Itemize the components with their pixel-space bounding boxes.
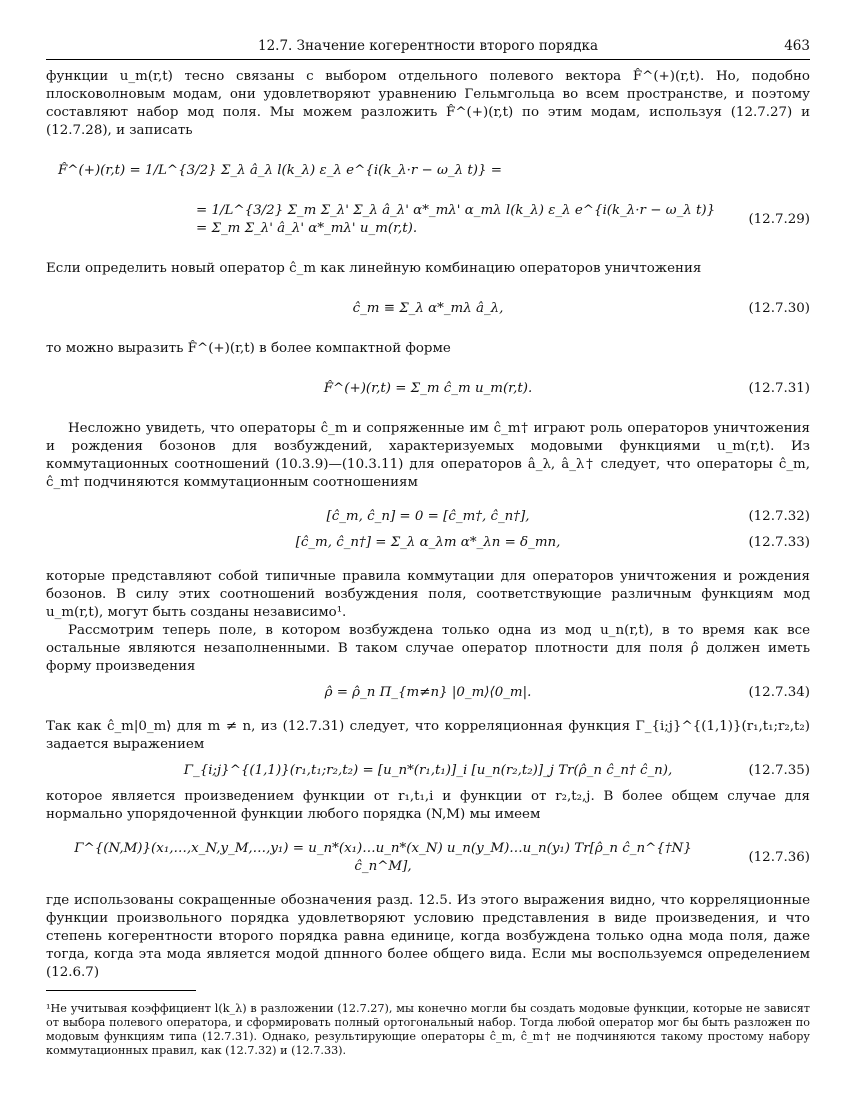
equation-12-7-30	[46, 300, 810, 318]
equation-number: (12.7.36)	[748, 850, 810, 865]
paragraph-6: Рассмотрим теперь поле, в котором возбуждена только одна из мод u_n(r,t), в то время как все остальные являются незаполненными. В таком случае оператор плотности для поля ρ̂ должен иметь форму произведения	[46, 623, 810, 674]
equation-body: [ĉ_m, ĉ_n] = 0 = [ĉ_m†, ĉ_n†],	[326, 509, 530, 524]
equation-body: F̂^(+)(r,t) = 1/L^{3/2} Σ_λ â_λ l(k_λ) ε_λ e^{i(k_λ·r − ω_λ t)} =	[58, 163, 502, 178]
equation-body: ρ̂ = ρ̂_n Π_{m≠n} |0_m⟩⟨0_m|.	[324, 685, 532, 700]
equation-12-7-36	[46, 840, 810, 876]
equation-number: (12.7.30)	[748, 301, 810, 316]
paragraph-9: где использованы сокращенные обозначения разд. 12.5. Из этого выражения видно, что корреляционные функции произвольного порядка удовлетворяют условию представления в виде произведения, и что степень когерентности второго порядка равна единице, когда возбуждена только одна мода поля, даже тогда, когда эта мода является модой дпнного более общего вида. Если мы воспользуемся определением (12.6.7)	[46, 893, 810, 980]
running-header	[46, 38, 810, 60]
equation-number: (12.7.31)	[748, 381, 810, 396]
equation-12-7-34	[46, 684, 810, 702]
equation-12-7-31	[46, 380, 810, 398]
paragraph-1: функции u_m(r,t) тесно связаны с выбором отдельного полевого вектора F̂^(+)(r,t). Но, подобно плосковолновым модам, они удовлетворяют уравнению Гельмгольца во всем пространстве, и поэтому составляют набор мод поля. Мы можем разложить F̂^(+)(r,t) по этим модам, используя (12.7.27) и (12.7.28), и записать	[46, 69, 810, 138]
equation-body: F̂^(+)(r,t) = Σ_m ĉ_m u_m(r,t).	[323, 381, 533, 396]
equation-12-7-32	[46, 508, 810, 526]
paragraph-7: Так как ĉ_m|0_m⟩ для m ≠ n, из (12.7.31) следует, что корреляционная функция Γ_{i;j}^{(1,1)}(r₁,t₁;r₂,t₂) задается выражением	[46, 719, 810, 752]
equation-12-7-29-line1	[46, 162, 810, 180]
equation-body: ĉ_m ≡ Σ_λ α*_mλ â_λ,	[352, 301, 504, 316]
equation-body: [ĉ_m, ĉ_n†] = Σ_λ α_λm α*_λn = δ_mn,	[295, 535, 561, 550]
equation-12-7-33	[46, 534, 810, 552]
paragraph-3: то можно выразить F̂^(+)(r,t) в более компактной форме	[46, 341, 451, 356]
equation-12-7-29-line2	[46, 202, 810, 238]
header-title: 12.7. Значение когерентности второго порядка	[258, 38, 598, 54]
equation-number: (12.7.32)	[748, 509, 810, 524]
equation-number: (12.7.35)	[748, 763, 810, 778]
page-number: 463	[784, 38, 810, 54]
equation-body: Γ^{(N,M)}(x₁,…,x_N,y_M,…,y₁) = u_n*(x₁)…u_n*(x_N) u_n(y_M)…u_n(y₁) Tr[ρ̂_n ĉ_n^{†N} ĉ_n^M],	[74, 841, 692, 874]
equation-12-7-35	[46, 762, 810, 780]
paragraph-8: которое является произведением функции от r₁,t₁,i и функции от r₂,t₂,j. В более общем случае для нормально упорядоченной функции любого порядка (N,M) мы имеем	[46, 789, 810, 822]
equation-number: (12.7.34)	[748, 685, 810, 700]
equation-number: (12.7.29)	[748, 212, 810, 227]
paragraph-2: Если определить новый оператор ĉ_m как линейную комбинацию операторов уничтожения	[46, 261, 702, 276]
footnote-divider	[46, 990, 196, 991]
paragraph-4: Несложно увидеть, что операторы ĉ_m и сопряженные им ĉ_m† играют роль операторов уничтожения и рождения бозонов для возбуждений, характеризуемых модовыми функциями u_m(r,t). Из коммутационных соотношений (10.3.9)—(10.3.11) для операторов â_λ, â_λ† следует, что операторы ĉ_m, ĉ_m† подчиняются коммутационным соотношениям	[46, 421, 810, 490]
page	[46, 38, 810, 1069]
footnote: ¹Не учитывая коэффициент l(k_λ) в разложении (12.7.27), мы конечно могли бы создать модовые функции, которые не зависят от выбора полевого оператора, и сформировать полный ортогональный набор. Тогда любой оператор мог бы быть разложен по модовым функциям типа (12.7.31). Однако, результирующие операторы ĉ_m, ĉ_m† не подчиняются такому простому набору коммутационных правил, как (12.7.32) и (12.7.33).	[46, 1002, 810, 1058]
equation-body: Γ_{i;j}^{(1,1)}(r₁,t₁;r₂,t₂) = [u_n*(r₁,t₁)]_i [u_n(r₂,t₂)]_j Tr(ρ̂_n ĉ_n† ĉ_n),	[183, 763, 673, 778]
paragraph-5: которые представляют собой типичные правила коммутации для операторов уничтожения и рождения бозонов. В силу этих соотношений возбуждения поля, соответствующие различным функциям мод u_m(r,t), могут быть созданы независимо¹.	[46, 569, 810, 620]
equation-number: (12.7.33)	[748, 535, 810, 550]
equation-body: = 1/L^{3/2} Σ_m Σ_λ' Σ_λ â_λ' α*_mλ' α_mλ l(k_λ) ε_λ e^{i(k_λ·r − ω_λ t)} = Σ_m Σ_λ' â_λ' α*_mλ' u_m(r,t).	[196, 203, 716, 236]
